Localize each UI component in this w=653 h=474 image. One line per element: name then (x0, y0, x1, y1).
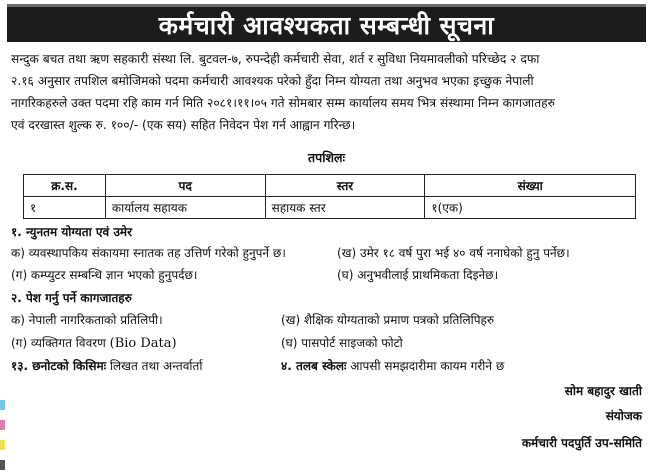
table-row (24, 197, 636, 219)
selection-method (11, 357, 203, 374)
notice (7, 4, 646, 470)
table-header-row (24, 175, 636, 197)
qualification-b: (ख) उमेर १८ वर्ष पुरा भई ४० वर्ष ननाघेको हुनु पर्नेछ। (337, 246, 570, 260)
header-serial: क्र.स. (24, 175, 106, 197)
header-count: संख्या (425, 175, 636, 197)
header-level: स्तर (265, 175, 425, 197)
details-label: तपशिलः (308, 150, 345, 165)
title-banner (7, 4, 646, 42)
signatory-role: संयोजक (605, 409, 642, 423)
intro-paragraph (11, 48, 641, 136)
committee-name: कर्मचारी पदपुर्ति उप-समिति (521, 436, 642, 450)
qualification-heading: १. न्युनतम योग्यता एवं उमेर (11, 225, 133, 239)
document-c (11, 334, 177, 351)
document-a: क) नेपाली नागरिकताको प्रतिलिपी। (11, 313, 163, 327)
qualification-a: क) व्यवस्थापकिय संकायमा स्नातक तह उत्तिर्ण गरेको हुनुपर्ने छ। (11, 246, 286, 260)
document-c-text: (ग) व्यक्तिगत विवरण (11, 336, 110, 350)
cell-level: सहायक स्तर (265, 197, 425, 219)
posts-table (23, 174, 636, 219)
intro-line: सन्दुक बचत तथा ऋण सहकारी संस्था लि. बुटवल-७, रुपन्देही कर्मचारी सेवा, शर्त र सुविधा नियमावलीको परिच्छेद २ दफा (11, 52, 540, 66)
selection-value: लिखत तथा अन्तर्वार्ता (106, 359, 203, 373)
cell-count: १(एक) (425, 197, 636, 219)
salary-label: ४. तलब स्केलः (281, 359, 347, 373)
header-post: पद (105, 175, 265, 197)
intro-line: नागरिकहरुले उक्त पदमा रहि काम गर्न मिति २०८१।११।०५ गते सोमबार सम्म कार्यालय समय भित्र संस्थामा निम्न कागजातहरु (11, 96, 555, 110)
document-c-latin: (Bio Data) (109, 336, 177, 351)
cell-post: कार्यालय सहायक (105, 197, 265, 219)
intro-line: २.१६ अनुसार तपशिल बमोजिमको पदमा कर्मचारी आवश्यक परेको हुँदा निम्न योग्यता तथा अनुभव भएका इच्छुक नेपाली (11, 74, 534, 88)
qualification-d: (घ) अनुभवीलाई प्राथमिकता दिइनेछ। (337, 268, 499, 282)
salary-scale (281, 357, 504, 374)
intro-line: एवं दरखास्त शुल्क रु. १००/- (एक सय) सहित निवेदन पेश गर्न आह्वान गरिन्छ। (11, 118, 356, 132)
selection-label: १३. छनोटको किसिमः (11, 359, 107, 373)
cell-serial: १ (24, 197, 106, 219)
document-d: (घ) पासपोर्ट साइजको फोटो (281, 336, 403, 350)
salary-value: आपसी समझदारीमा कायम गरीने छ (346, 359, 505, 373)
qualification-c: (ग) कम्प्युटर सम्बन्धि ज्ञान भएको हुनुपर्दछ। (11, 268, 198, 282)
notice-title: कर्मचारी आवश्यकता सम्बन्धी सूचना (158, 10, 495, 40)
documents-heading: २. पेश गर्नु पर्ने कागजातहरु (11, 291, 132, 305)
signatory-name: सोम बहादुर खाती (564, 384, 642, 398)
document-b: (ख) शैक्षिक योग्यताको प्रमाण पत्रको प्रतिलिपिहरु (281, 313, 495, 327)
print-color-marks (0, 398, 7, 474)
